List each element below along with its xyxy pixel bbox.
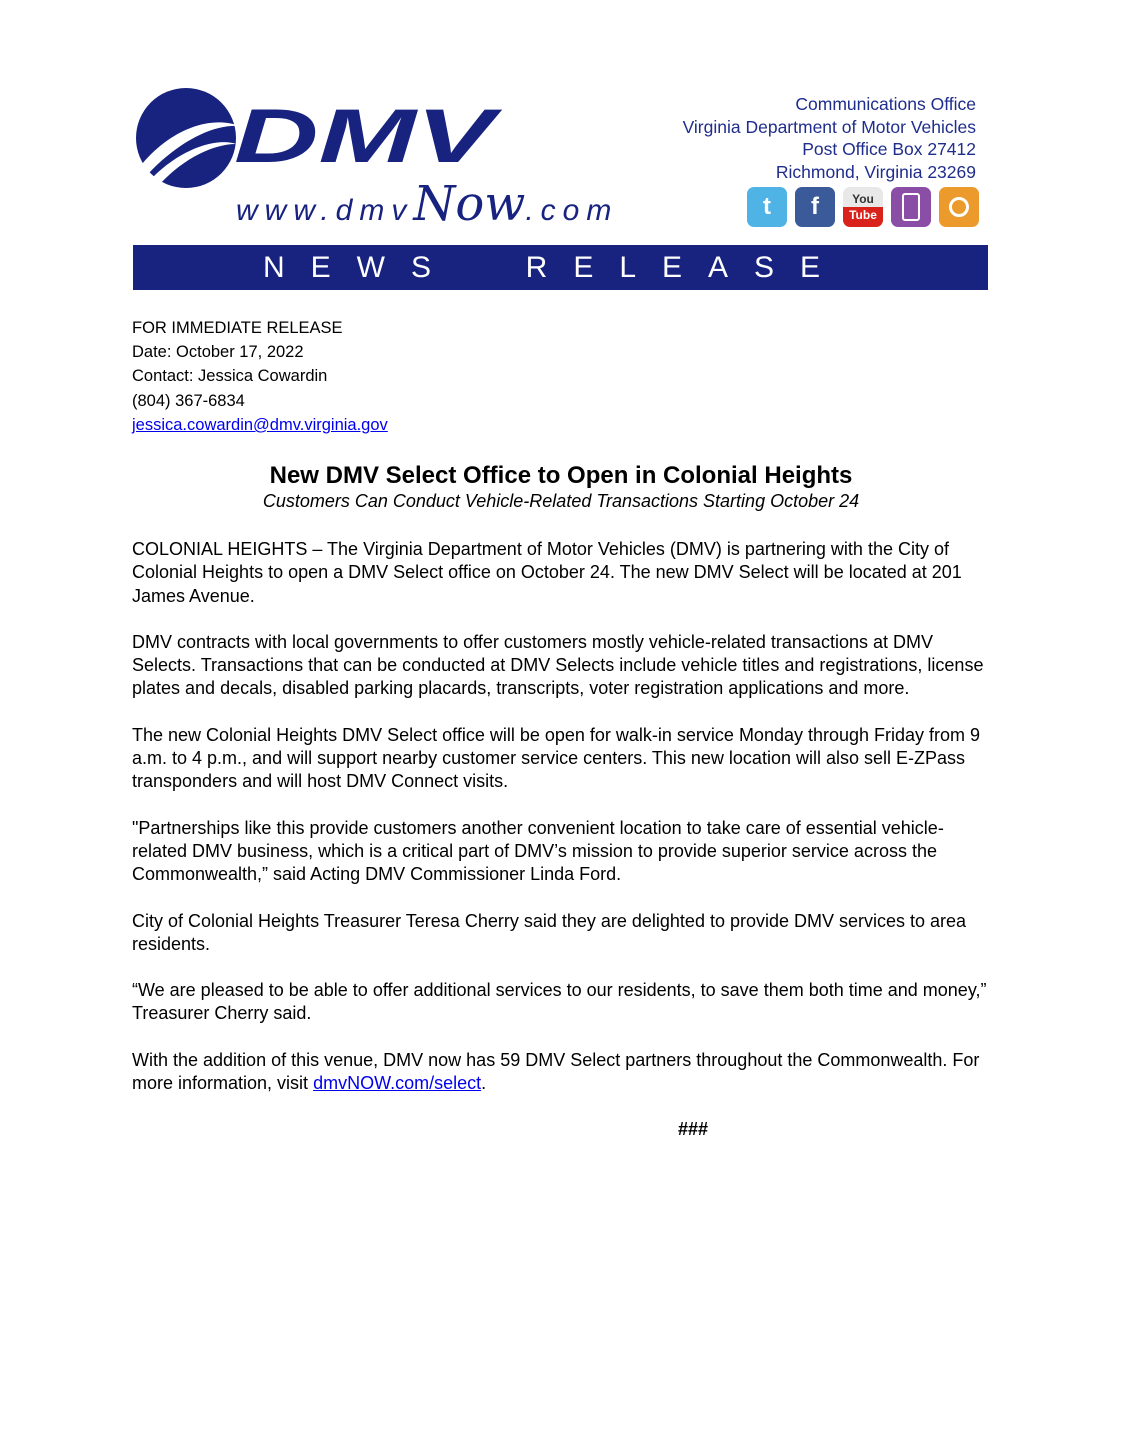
office-address bbox=[683, 93, 976, 184]
paragraph-text: With the addition of this venue, DMV now has 59 DMV Select partners throughout the Commonwealth. For more information, visit bbox=[132, 1049, 980, 1094]
contact-name: Contact: Jessica Cowardin bbox=[132, 367, 328, 386]
paragraph-end: . bbox=[481, 1073, 487, 1094]
svg-text:DMV: DMV bbox=[234, 94, 503, 179]
release-date: Date: October 17, 2022 bbox=[132, 343, 304, 362]
address-line: Communications Office bbox=[795, 94, 976, 114]
paragraph bbox=[132, 1049, 994, 1096]
svg-text:www.dmvNow.com: www.dmvNow.com bbox=[236, 176, 619, 231]
address-line: Richmond, Virginia 23269 bbox=[775, 162, 976, 183]
paragraph: “We are pleased to be able to offer additional services to our residents, to save them both time and money,” Treasurer Cherry said. bbox=[132, 980, 987, 1024]
end-mark: ### bbox=[677, 1119, 709, 1140]
paragraph: DMV contracts with local governments to offer customers mostly vehicle-related transactions at DMV Selects. Transactions that can be conducted at DMV Selects include vehicle titles and registrations, license plates and decals, disabled parking placards, transcripts, voter registration applications and more. bbox=[132, 631, 984, 699]
page-subtitle: Customers Can Conduct Vehicle-Related Transactions Starting October 24 bbox=[262, 491, 860, 511]
youtube-icon[interactable]: You Tube bbox=[843, 187, 883, 227]
article-body bbox=[132, 538, 994, 1165]
dmv-logo bbox=[134, 86, 634, 231]
address-line: Post Office Box 27412 bbox=[802, 139, 976, 160]
twitter-icon[interactable]: t bbox=[747, 187, 787, 227]
select-link[interactable]: dmvNOW.com/select bbox=[313, 1073, 482, 1094]
paragraph: The new Colonial Heights DMV Select office will be open for walk-in service Monday through Friday from 9 a.m. to 4 p.m., and will support nearby customer service centers. This new location will also sell E-ZPass transponders and will host DMV Connect visits. bbox=[132, 724, 981, 792]
page-title: New DMV Select Office to Open in Colonial Heights bbox=[269, 462, 853, 489]
facebook-icon[interactable]: f bbox=[795, 187, 835, 227]
contact-block bbox=[132, 316, 388, 437]
paragraph: City of Colonial Heights Treasurer Teresa Cherry said they are delighted to provide DMV services to area residents. bbox=[132, 910, 967, 954]
release-label: FOR IMMEDIATE RELEASE bbox=[132, 319, 343, 337]
news-release-banner: NEWS RELEASE bbox=[133, 245, 988, 290]
address-line: Virginia Department of Motor Vehicles bbox=[682, 116, 976, 137]
paragraph: "Partnerships like this provide customers another convenient location to take care of essential vehicle-related DMV business, which is a critical part of DMV’s mission to provide superior service across the Commonwealth,” said Acting DMV Commissioner Linda Ford. bbox=[132, 817, 944, 885]
paragraph: COLONIAL HEIGHTS – The Virginia Department of Motor Vehicles (DMV) is partnering with the City of Colonial Heights to open a DMV Select office on October 24. The new DMV Select will be located at 201 James Avenue. bbox=[132, 539, 962, 606]
contact-phone: (804) 367-6834 bbox=[132, 391, 245, 410]
instagram-icon[interactable] bbox=[939, 187, 979, 227]
contact-email-link[interactable]: jessica.cowardin@dmv.virginia.gov bbox=[132, 415, 388, 434]
social-links bbox=[747, 187, 979, 227]
mobile-icon[interactable] bbox=[891, 187, 931, 227]
